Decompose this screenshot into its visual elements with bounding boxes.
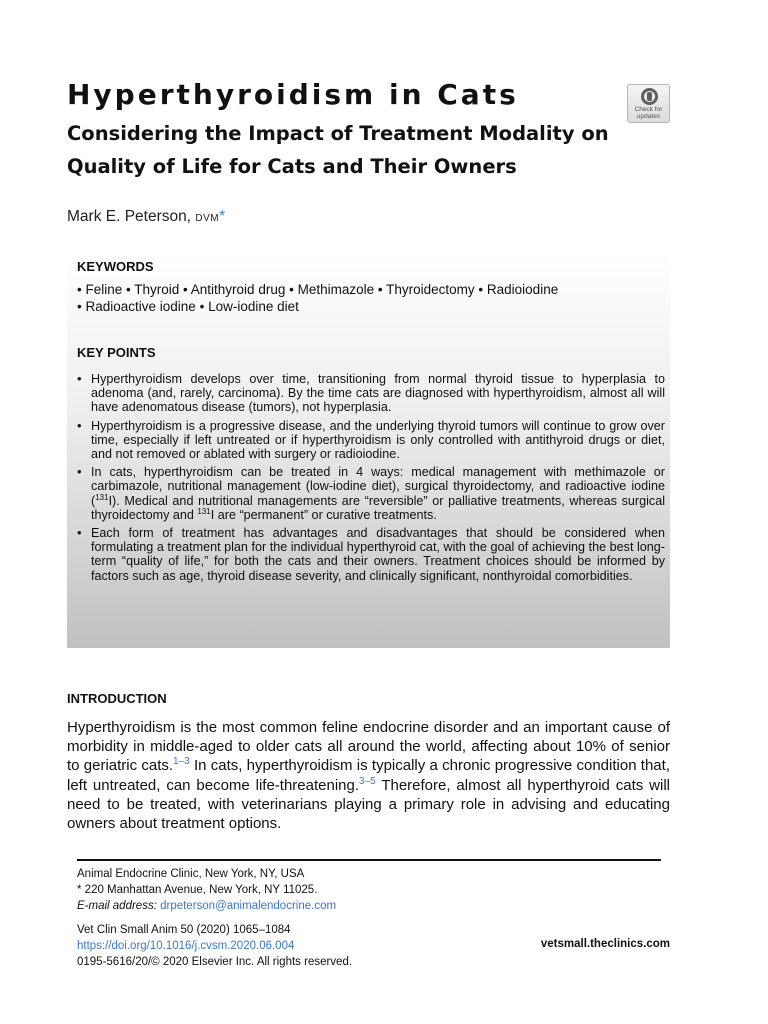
affiliation: Animal Endocrine Clinic, New York, NY, USA	[77, 868, 305, 880]
key-points-heading: KEY POINTS	[77, 345, 156, 360]
author-footnote-link[interactable]: *	[219, 208, 226, 225]
email-label: E-mail address:	[77, 900, 157, 912]
keywords-heading: KEYWORDS	[77, 259, 154, 274]
introduction-heading: INTRODUCTION	[67, 691, 167, 706]
author-line	[67, 208, 225, 226]
key-point-item: • Each form of treatment has advantages and disadvantages that should be considered when formulating a treatment plan for the individual hyperthyroid cat, with the goal of achieving the best long-term “quality of life,” for both the cats and their owners. Treatment choices should be informed by factors such as age, thyroid disease severity, and clinically significant, nonthyroidal comorbidities.	[75, 526, 665, 583]
author-address: * 220 Manhattan Avenue, New York, NY 11025.	[77, 884, 318, 896]
keywords-keypoints-box	[67, 253, 670, 648]
keyword: • Thyroidectomy	[377, 282, 475, 297]
keyword: • Methimazole	[289, 282, 375, 297]
article-subtitle: Considering the Impact of Treatment Modality on Quality of Life for Cats and Their Owners	[67, 122, 609, 178]
keyword: • Low-iodine diet	[199, 299, 299, 314]
keyword: • Thyroid	[126, 282, 180, 297]
check-for-updates-label: Check for updates	[634, 106, 663, 120]
journal-website[interactable]: vetsmall.theclinics.com	[540, 938, 670, 950]
author-name: Mark E. Peterson,	[67, 208, 196, 225]
introduction-paragraph: Hyperthyroidism is the most common feline endocrine disorder and an important cause of morbidity in middle-aged to older cats all around the world, affecting about 10% of senior to geriatric cats.$^{1-3}$ In cats, hyperthyroidism is typically a chronic progressive condition that, left untreated, can become life-threatening.$^{3-5}$ Therefore, almost all hyperthyroid cats will need to be treated, with veterinarians playing a primary role in advising and educating owners about treatment options.	[67, 719, 670, 833]
check-for-updates-icon	[641, 88, 658, 105]
doi-line	[77, 938, 294, 954]
email-line	[77, 898, 336, 914]
article-title: Hyperthyroidism in Cats	[67, 78, 519, 111]
reference-link[interactable]: 1–3	[173, 756, 190, 768]
key-point-item: • In cats, hyperthyroidism can be treated in 4 ways: medical management with methimazole or carbimazole, nutritional management (low-iodine diet), surgical thyroidectomy, and radioactive iodine ($^{131}$I). Medical and nutritional managements are “reversible” or palliative treatments, whereas surgical thyroidectomy and $^{131}$I are “permanent” or curative treatments.	[75, 465, 665, 522]
copyright-line: 0195-5616/20/© 2020 Elsevier Inc. All rights reserved.	[77, 956, 353, 968]
key-point-item: • Hyperthyroidism develops over time, transitioning from normal thyroid tissue to hyperplasia to adenoma (and, rarely, carcinoma). By the time cats are diagnosed with hyperthyroidism, almost all will have adenomatous disease (tumors), not hyperplasia.	[75, 372, 665, 415]
keyword: • Radioactive iodine	[77, 299, 196, 314]
keyword: • Radioiodine	[478, 282, 559, 297]
key-points-list	[75, 372, 665, 587]
doi-link[interactable]: https://doi.org/10.1016/j.cvsm.2020.06.004	[77, 940, 295, 952]
check-for-updates-badge[interactable]	[627, 84, 670, 123]
footnote-divider	[77, 859, 661, 861]
key-point-item: • Hyperthyroidism is a progressive disease, and the underlying thyroid tumors will continue to grow over time, especially if left untreated or if hyperthyroidism is only controlled with antithyroid drugs or diet, and not removed or ablated with surgery or radioiodine.	[75, 419, 665, 462]
email-link[interactable]: drpeterson@animalendocrine.com	[160, 900, 337, 912]
keywords-list	[77, 281, 662, 315]
author-degree: DVM	[195, 213, 220, 224]
reference-link[interactable]: 3–5	[359, 775, 376, 787]
keyword: • Antithyroid drug	[183, 282, 286, 297]
keyword: • Feline	[77, 282, 123, 297]
journal-citation: Vet Clin Small Anim 50 (2020) 1065–1084	[77, 924, 291, 936]
